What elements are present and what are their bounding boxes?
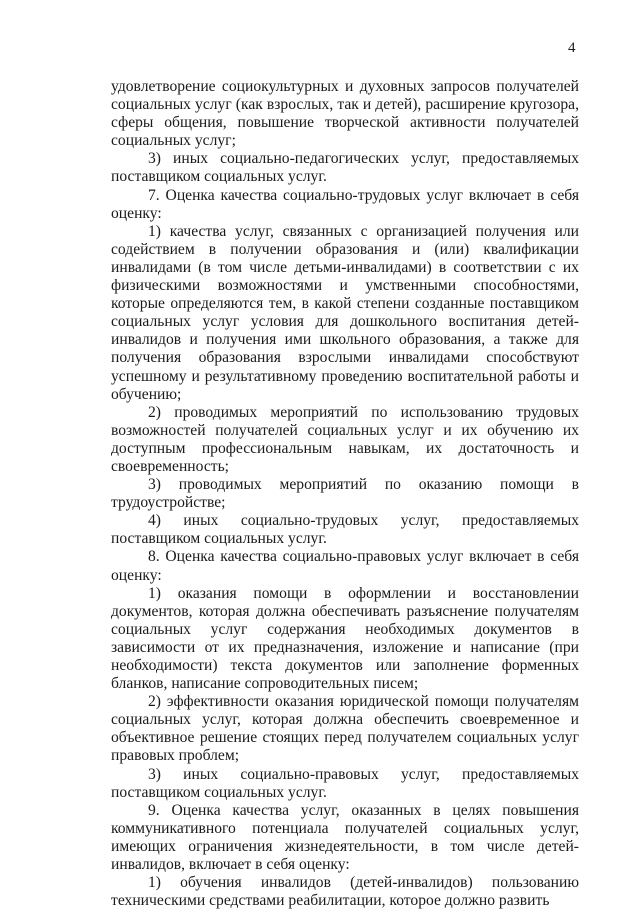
paragraph-section-9: 9. Оценка качества услуг, оказанных в целях повышения коммуникативного потенциала получателей социальных услуг, имеющих ограничения жизнедеятельности, в том числе детей-инвалидов, включает в себя оценку: [111, 801, 579, 874]
paragraph-continuation: удовлетворение социокультурных и духовных запросов получателей социальных услуг (как взрослых, так и детей), расширение кругозора, сферы общения, повышение творческой активности получателей социальных услуг; [111, 78, 579, 150]
paragraph-item-8-3: 3) иных социально-правовых услуг, предоставляемых поставщиком социальных услуг. [111, 765, 579, 801]
paragraph-item-7-1: 1) качества услуг, связанных с организацией получения или содействием в получении образования и (или) квалификации инвалидами (в том числе детьми-инвалидами) в соответствии с их физическими возможностями и умственными способностями, которые определяются тем, в какой степени созданные поставщиком социальных услуг условия для дошкольного воспитания детей-инвалидов и получения ими школьного образования, а также для получения образования взрослыми инвалидами способствуют успешному и результативному проведению воспитательной работы и обучению; [111, 222, 579, 403]
paragraph-item-9-1: 1) обучения инвалидов (детей-инвалидов) пользованию техническими средствами реабилитации, которое должно развить [111, 874, 579, 910]
paragraph-item-7-4: 4) иных социально-трудовых услуг, предоставляемых поставщиком социальных услуг. [111, 512, 579, 548]
paragraph-item-7-2: 2) проводимых мероприятий по использованию трудовых возможностей получателей социальных услуг и их обучению их доступным профессиональным навыкам, их достаточность и своевременность; [111, 403, 579, 475]
paragraph-item-6-3: 3) иных социально-педагогических услуг, предоставляемых поставщиком социальных услуг. [111, 150, 579, 186]
paragraph-item-7-3: 3) проводимых мероприятий по оказанию помощи в трудоустройстве; [111, 476, 579, 512]
document-body [111, 78, 579, 910]
paragraph-item-8-2: 2) эффективности оказания юридической помощи получателям социальных услуг, которая должна обеспечить своевременное и объективное решение стоящих перед получателем социальных услуг правовых проблем; [111, 693, 579, 765]
paragraph-section-8: 8. Оценка качества социально-правовых услуг включает в себя оценку: [111, 548, 579, 584]
paragraph-item-8-1: 1) оказания помощи в оформлении и восстановлении документов, которая должна обеспечивать разъяснение получателям социальных услуг содержания необходимых документов в зависимости от их предназначения, изложение и написание (при необходимости) текста документов или заполнение форменных бланков, написание сопроводительных писем; [111, 584, 579, 693]
paragraph-section-7: 7. Оценка качества социально-трудовых услуг включает в себя оценку: [111, 186, 579, 222]
page-number: 4 [568, 40, 576, 56]
